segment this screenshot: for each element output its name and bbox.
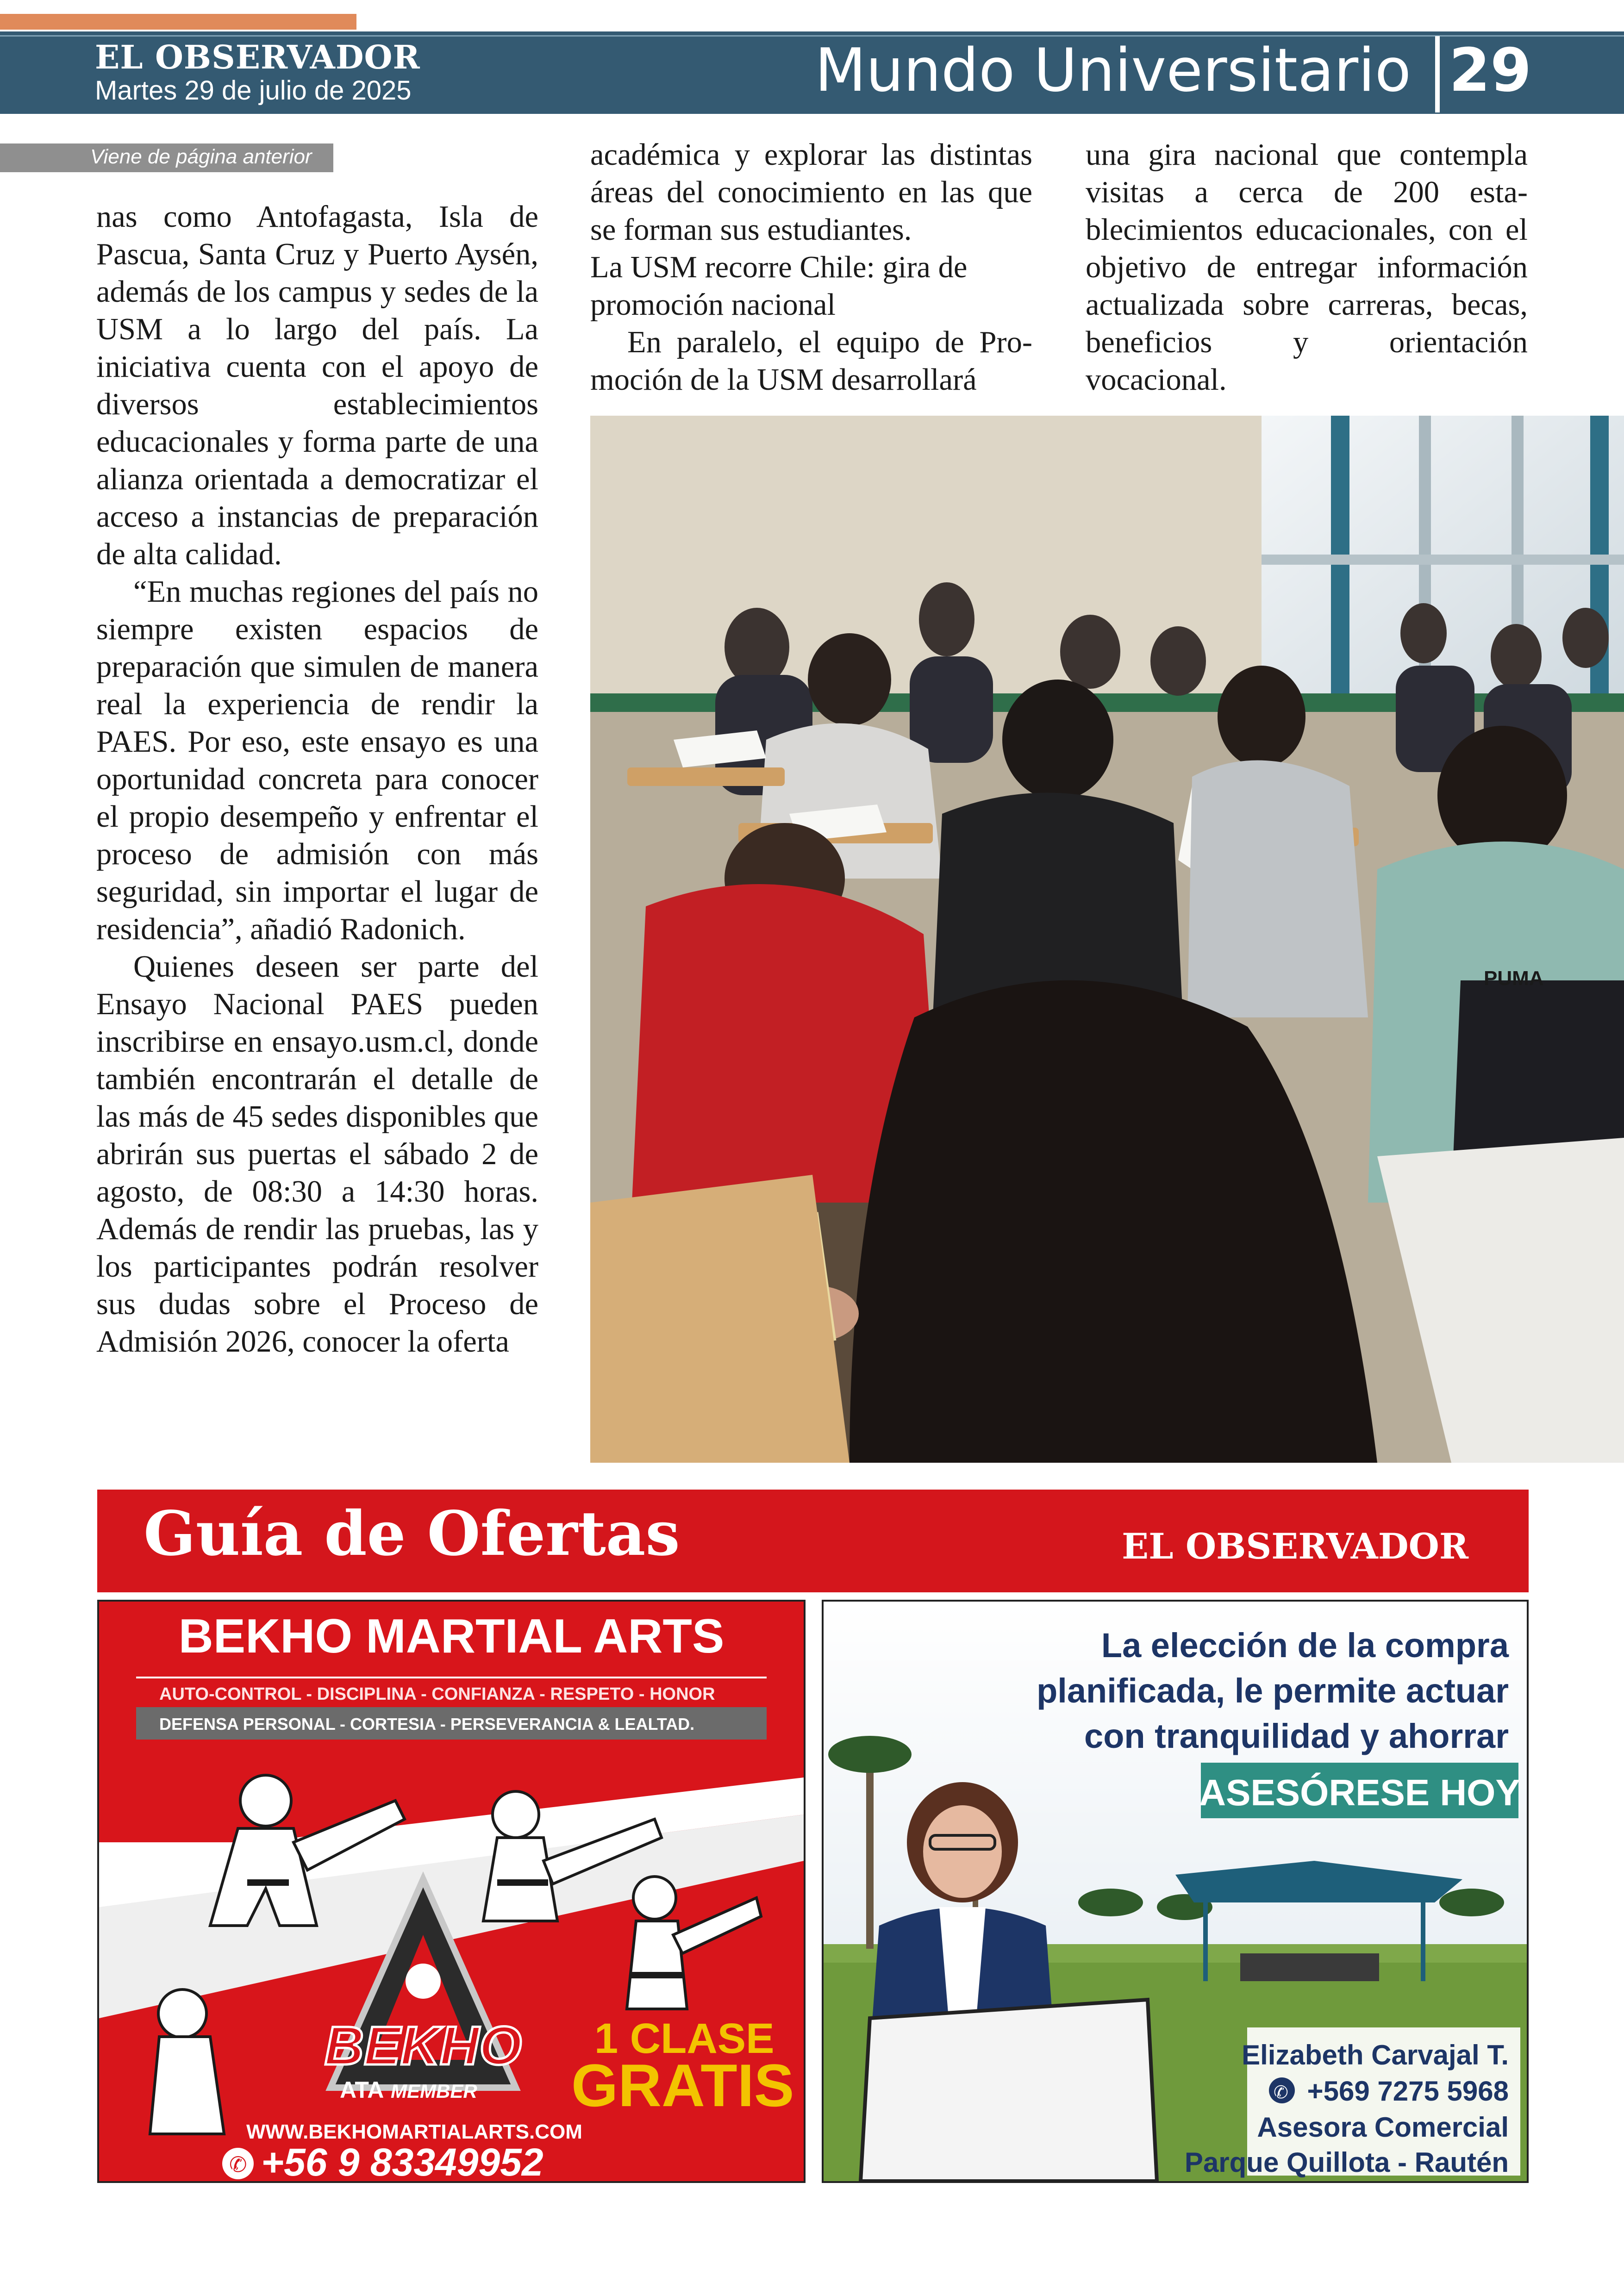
ata-logo-text: ATA <box>340 2077 384 2103</box>
park-location: Parque Quillota - Rautén <box>1184 2147 1509 2178</box>
bekho-martial-arts-ad <box>97 1600 806 2183</box>
parque-quillota-ad <box>822 1600 1529 2183</box>
offers-guide-title: Guía de Ofertas <box>144 1498 680 1570</box>
parque-headline-3: con tranquilidad y ahorrar <box>1084 1717 1509 1755</box>
free-class-line-1: 1 CLASE <box>594 2015 775 2062</box>
bekho-values-line-2: DEFENSA PERSONAL - CORTESIA - PERSEVERANCIA & LEALTAD. <box>159 1715 695 1734</box>
bekho-phone: +56 9 83349952 <box>261 2140 543 2181</box>
article-column-3 <box>1086 136 1528 399</box>
advisor-role: Asesora Comercial <box>1257 2112 1509 2143</box>
bekho-logo-text: BEKHO <box>324 2015 522 2077</box>
article-paragraph: académica y explorar las distintas áreas del conocimiento en las que se forman sus estudiantes. <box>590 138 1032 247</box>
header-divider <box>1435 36 1440 112</box>
bekho-values-line-1: AUTO-CONTROL - DISCIPLINA - CONFIANZA - RESPETO - HONOR <box>159 1684 715 1704</box>
parque-headline-1: La elección de la compra <box>1101 1626 1509 1665</box>
classroom-students-photo <box>590 416 1624 1463</box>
whatsapp-icon: ✆ <box>1274 2082 1288 2102</box>
advisor-phone: +569 7275 5968 <box>1307 2076 1509 2107</box>
article-subheading: La USM recorre Chile: gira de promoción nacional <box>590 250 968 322</box>
svg-text:PUMA: PUMA <box>1484 967 1544 990</box>
article-column-1 <box>96 198 538 1360</box>
advisor-name: Elizabeth Carvajal T. <box>1242 2039 1509 2070</box>
offers-guide-banner <box>97 1490 1529 1592</box>
article-quote-paragraph: “En muchas regiones del país no siempre existen espacios de preparación que simulen de manera real la experiencia de rendir la PAES. Por eso, este ensayo es una oportunidad concreta para conocer el propio desempeño y enfrentar el proceso de admisión con más seguridad, sin importar el lugar de residencia”, añadió Radonich. <box>96 575 538 946</box>
issue-date: Martes 29 de julio de 2025 <box>95 75 412 106</box>
article-paragraph: nas como Antofagasta, Isla de Pascua, Santa Cruz y Puerto Aysén, además de los campus y sedes de la USM a lo largo del país. La iniciativa cuenta con el apoyo de diversos establecimientos educacionales y forma parte de una alianza orientada a democratizar el acceso a instancias de preparación de alta calidad. <box>96 200 538 571</box>
bekho-website: WWW.BEKHOMARTIALARTS.COM <box>246 2120 582 2143</box>
advise-now-cta: ASESÓRESE HOY <box>1199 1772 1520 1813</box>
page-number: 29 <box>1449 36 1532 105</box>
article-paragraph: Quienes deseen ser parte del Ensayo Nacional PAES pueden inscribirse en ensayo.usm.cl, donde también encontrarán el detalle de las más de 45 sedes disponibles que abrirán sus puertas el sábado 2 de agosto, de 08:30 a 14:30 horas. Además de rendir las pruebas, las y los participantes podrán resolver sus dudas sobre el Proceso de Admisión 2026, conocer la oferta <box>96 950 538 1359</box>
ata-member-text: MEMBER <box>391 2080 477 2102</box>
article-paragraph: En paralelo, el equipo de Promoción de la USM desarrollará <box>590 325 1032 397</box>
newspaper-name: EL OBSERVADOR <box>95 38 420 76</box>
article-paragraph: una gira nacional que contempla visitas a cerca de 200 establecimientos educacionales, con el objetivo de entregar información actualizada sobre carreras, becas, beneficios y orientación vocacional. <box>1086 138 1528 397</box>
parque-headline-2: planificada, le permite actuar <box>1037 1671 1509 1710</box>
section-title: Mundo Universitario <box>815 36 1411 105</box>
article-column-2 <box>590 136 1032 399</box>
continued-label: Viene de página anterior <box>90 145 312 168</box>
whatsapp-icon: ✆ <box>229 2152 247 2177</box>
header-accent-bar <box>0 14 356 30</box>
bekho-ad-title: BEKHO MARTIAL ARTS <box>178 1609 725 1663</box>
offers-guide-brand: EL OBSERVADOR <box>1122 1526 1468 1567</box>
free-class-line-2: GRATIS <box>571 2052 794 2119</box>
